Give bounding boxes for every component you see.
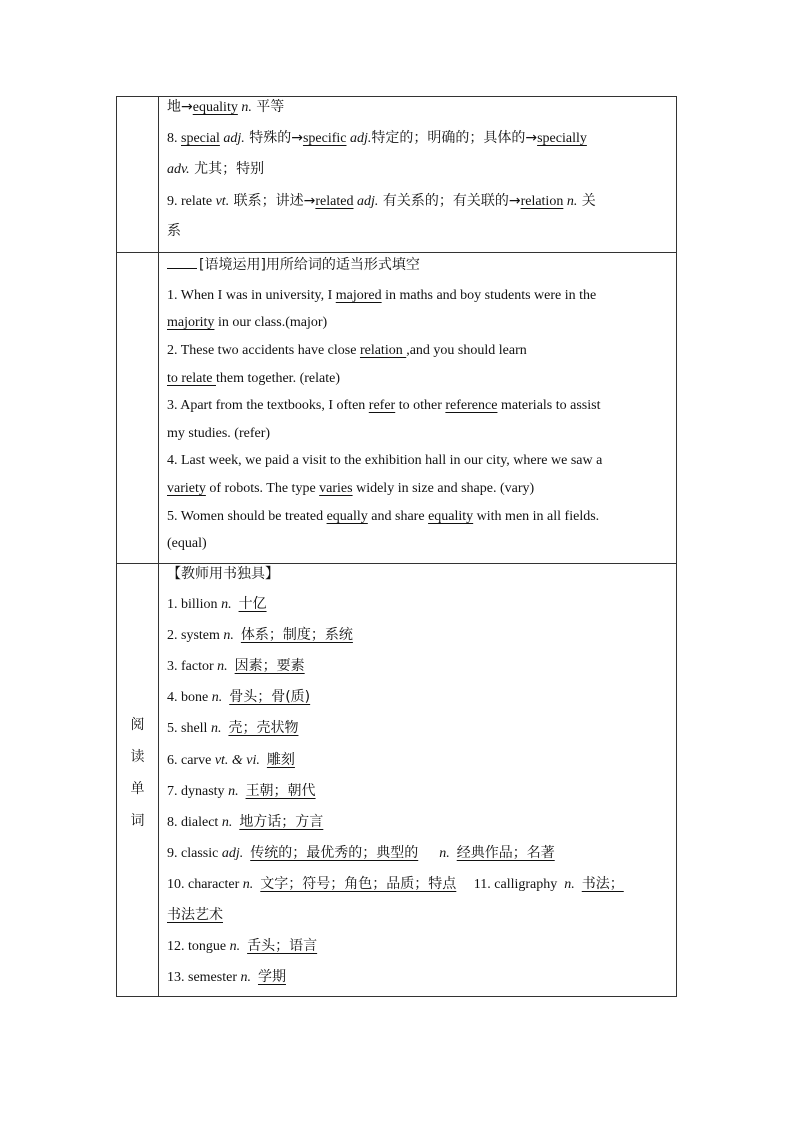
sentence-5b: (equal) <box>167 536 207 551</box>
sentence-1b: majority in our class.(major) <box>167 315 328 330</box>
word-calligraphy-cont: 书法艺术 <box>167 907 223 923</box>
sentence-4a: 4. Last week, we paid a visit to the exhibition hall in our city, where we saw a <box>167 453 603 468</box>
answer-relation: relation <box>359 343 407 358</box>
text: 地→ <box>167 99 193 115</box>
pos: adj. <box>219 131 245 146</box>
word-line-specially-meaning <box>167 159 264 180</box>
teacher-book-title: 【教师用书独具】 <box>167 566 279 582</box>
meaning: 系 <box>167 223 181 239</box>
pos: adv. <box>167 162 190 177</box>
meaning: 特殊的→ <box>244 130 303 146</box>
answer-variety: variety <box>167 481 206 496</box>
answer-relation: relation <box>520 194 564 209</box>
word-line-relate <box>167 191 596 212</box>
word-line-equality <box>167 97 284 118</box>
sentence-2a: 2. These two accidents have close relation ,and you should learn <box>167 343 527 358</box>
answer-specially: specially <box>537 131 587 146</box>
word-line-special <box>167 128 587 149</box>
word-billion: 1. billion n. 十亿 <box>167 596 267 612</box>
meaning: 尤其；特别 <box>189 161 265 177</box>
word-system: 2. system n. 体系；制度；系统 <box>167 627 353 643</box>
side-label-reading-words: 阅 读 单 词 <box>130 717 145 829</box>
pos: adj. <box>346 131 372 146</box>
exercise-title: [语境运用]用所给词的适当形式填空 <box>167 255 420 276</box>
word: 9. relate <box>167 194 216 209</box>
word-semester: 13. semester n. 学期 <box>167 969 286 985</box>
pos: adj. <box>353 194 379 209</box>
meaning: 关 <box>577 193 596 209</box>
sentence-3b: my studies. (refer) <box>167 426 271 441</box>
word-line-relation-meaning <box>167 221 181 242</box>
meaning: 联系；讲述→ <box>229 193 316 209</box>
answer-reference: reference <box>445 398 498 413</box>
meaning: 有关系的；有关联的→ <box>378 193 521 209</box>
word-shell: 5. shell n. 壳；壳状物 <box>167 720 299 736</box>
word-dialect: 8. dialect n. 地方话；方言 <box>167 814 324 830</box>
sentence-4b: variety of robots. The type varies widely in size and shape. (vary) <box>167 481 535 496</box>
vocabulary-table <box>116 96 677 997</box>
row-divider-1 <box>117 252 676 253</box>
answer-majority: majority <box>167 315 215 330</box>
word-classic: 9. classic adj. 传统的；最优秀的；典型的 n. 经典作品；名著 <box>167 845 555 861</box>
sentence-1a: 1. When I was in university, I majored in maths and boy students were in the <box>167 288 597 303</box>
answer-equality: equality <box>428 509 474 524</box>
answer-to-relate: to relate <box>167 371 216 386</box>
word-carve: 6. carve vt. & vi. 雕刻 <box>167 752 295 768</box>
answer-varies: varies <box>319 481 353 496</box>
sentence-5a: 5. Women should be treated equally and share equality with men in all fields. <box>167 509 600 524</box>
answer-equality: equality <box>192 100 238 115</box>
word-factor: 3. factor n. 因素；要素 <box>167 658 305 674</box>
answer-refer: refer <box>368 398 396 413</box>
num: 8. <box>167 131 181 146</box>
meaning: 特定的；明确的；具体的→ <box>371 130 538 146</box>
column-divider <box>158 97 159 996</box>
answer-equally: equally <box>326 509 368 524</box>
sentence-3a: 3. Apart from the textbooks, I often refer to other reference materials to assist <box>167 398 601 413</box>
answer-special: special <box>181 131 220 146</box>
sentence-2b: to relate them together. (relate) <box>167 371 340 386</box>
word-dynasty: 7. dynasty n. 王朝；朝代 <box>167 783 316 799</box>
answer-specific: specific <box>302 131 347 146</box>
word-tongue: 12. tongue n. 舌头；语言 <box>167 938 318 954</box>
pos: n. <box>563 194 578 209</box>
answer-related: related <box>315 194 354 209</box>
pos: vt. <box>215 194 230 209</box>
answer-majored: majored <box>335 288 382 303</box>
blank-line <box>167 256 197 269</box>
word-character-calligraphy: 10. character n. 文字；符号；角色；品质；特点 11. calligraphy n. 书法； <box>167 876 624 892</box>
meaning: 平等 <box>251 99 285 115</box>
word-bone: 4. bone n. 骨头；骨(质) <box>167 689 311 705</box>
pos: n. <box>237 100 252 115</box>
